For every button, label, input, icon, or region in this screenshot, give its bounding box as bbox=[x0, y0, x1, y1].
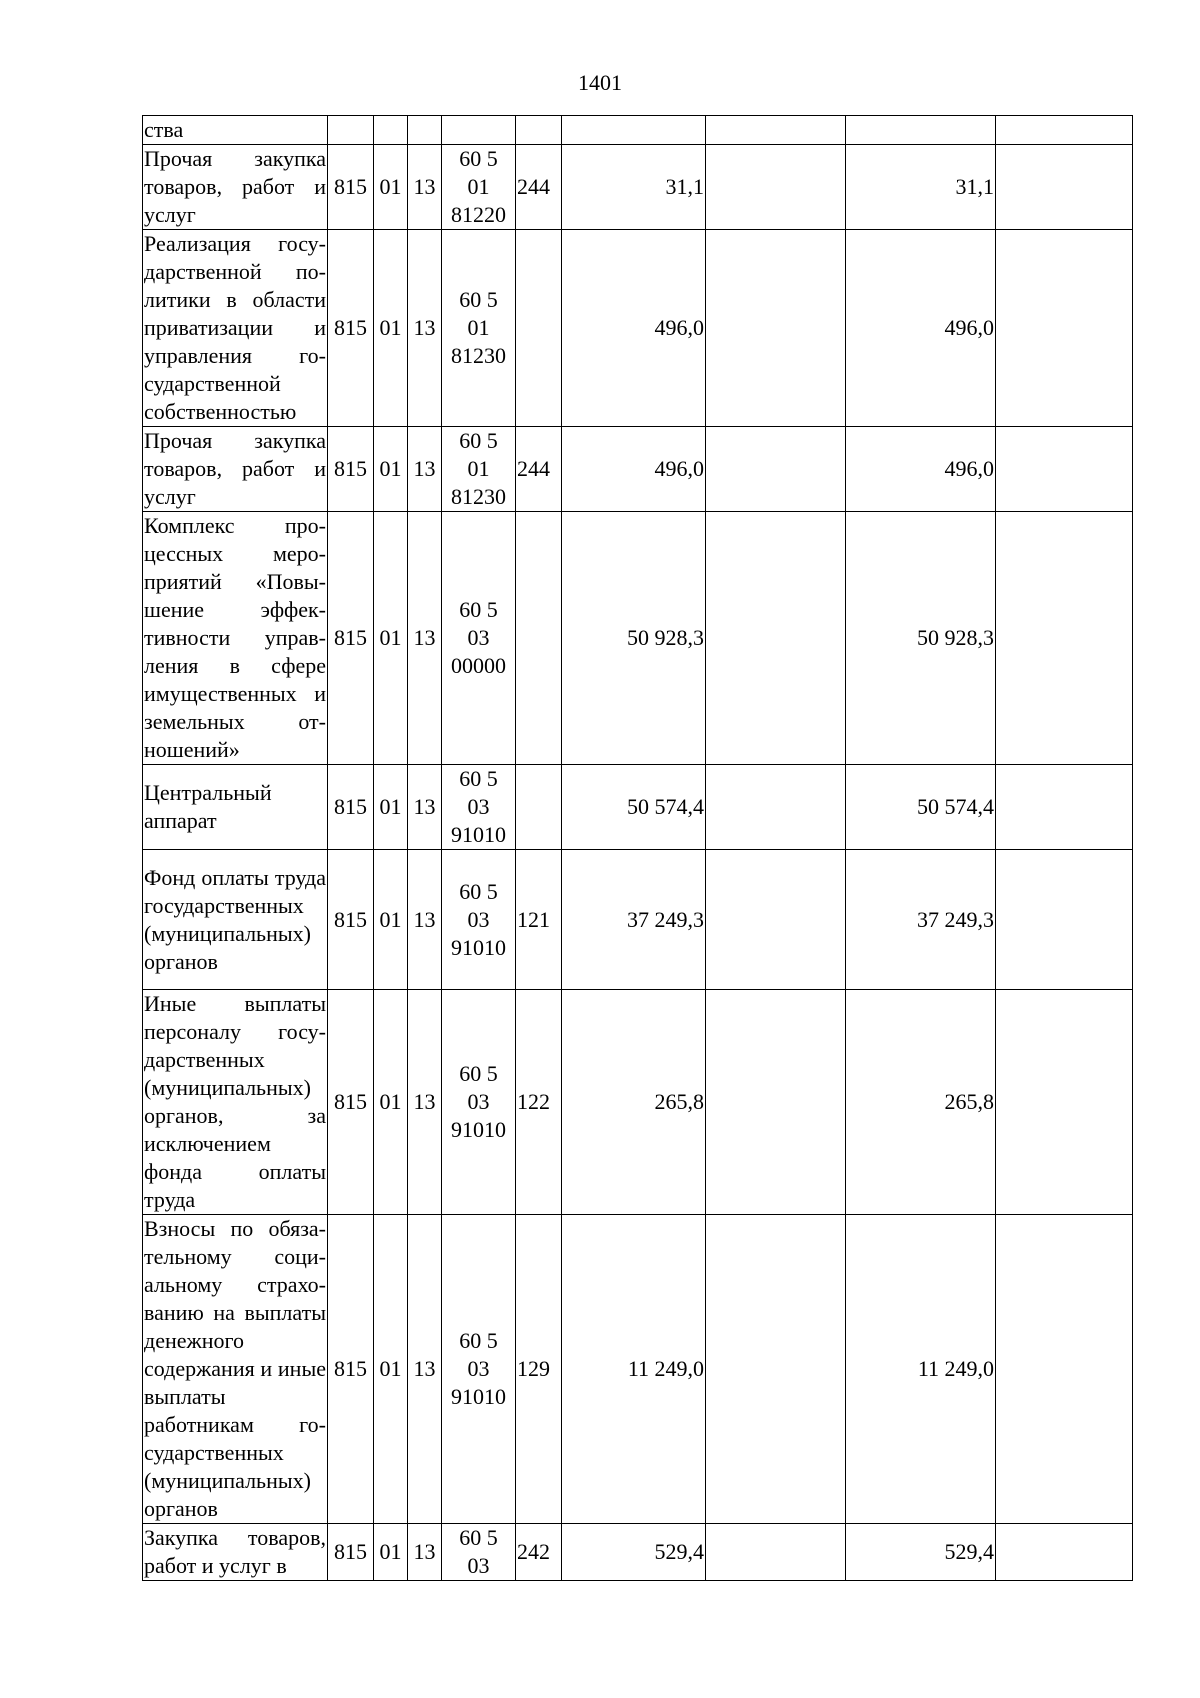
sum-3: 31,1 bbox=[846, 145, 996, 230]
sum-1: 496,0 bbox=[562, 427, 706, 512]
target-part: 03 bbox=[467, 1356, 490, 1381]
subsection-code: 13 bbox=[408, 765, 442, 850]
target-article bbox=[442, 512, 516, 765]
table-row bbox=[143, 990, 1133, 1215]
sum-3: 529,4 bbox=[846, 1524, 996, 1581]
target-part: 81230 bbox=[451, 343, 506, 368]
expense-type bbox=[516, 230, 562, 427]
table-row bbox=[143, 850, 1133, 990]
admin-code: 815 bbox=[328, 850, 374, 990]
subsection-code: 13 bbox=[408, 1215, 442, 1524]
sum-3: 37 249,3 bbox=[846, 850, 996, 990]
sum-1: 31,1 bbox=[562, 145, 706, 230]
target-part: 60 5 bbox=[459, 1328, 498, 1353]
target-part: 91010 bbox=[451, 934, 506, 960]
sum-4 bbox=[996, 1524, 1133, 1581]
sum-1: 50 928,3 bbox=[562, 512, 706, 765]
target-part: 91010 bbox=[451, 1117, 506, 1142]
target-part: 00000 bbox=[451, 653, 506, 678]
subsection-code: 13 bbox=[408, 512, 442, 765]
admin-code: 815 bbox=[328, 990, 374, 1215]
expense-type bbox=[516, 512, 562, 765]
admin-code: 815 bbox=[328, 230, 374, 427]
target-part: 91010 bbox=[451, 822, 506, 847]
sum-2 bbox=[706, 1215, 846, 1524]
table-row bbox=[143, 230, 1133, 427]
sum-2 bbox=[706, 990, 846, 1215]
section-code: 01 bbox=[374, 145, 408, 230]
sum-2 bbox=[706, 512, 846, 765]
expense-type: 242 bbox=[516, 1524, 562, 1581]
subsection-code: 13 bbox=[408, 145, 442, 230]
subsection-code bbox=[408, 116, 442, 145]
expense-type: 244 bbox=[516, 145, 562, 230]
sum-1: 496,0 bbox=[562, 230, 706, 427]
sum-1: 37 249,3 bbox=[562, 850, 706, 990]
admin-code: 815 bbox=[328, 1215, 374, 1524]
admin-code bbox=[328, 116, 374, 145]
row-name: Иные выплаты персоналу государственных (муниципальных) органов, за исключением фонда оплаты труда bbox=[143, 990, 328, 1215]
sum-3 bbox=[846, 116, 996, 145]
row-name: Взносы по обязательному социальному страхованию на выплаты денежного содержания и иные выплаты работникам государственных (муниципальных) органов bbox=[143, 1215, 328, 1524]
target-part: 60 5 bbox=[459, 878, 498, 904]
target-part: 03 bbox=[467, 906, 490, 932]
sum-4 bbox=[996, 990, 1133, 1215]
target-part: 60 5 bbox=[459, 1525, 498, 1550]
target-article bbox=[442, 145, 516, 230]
subsection-code: 13 bbox=[408, 1524, 442, 1581]
sum-4 bbox=[996, 512, 1133, 765]
target-part: 03 bbox=[467, 1553, 490, 1578]
sum-2 bbox=[706, 145, 846, 230]
subsection-code: 13 bbox=[408, 850, 442, 990]
expense-type: 129 bbox=[516, 1215, 562, 1524]
target-part: 81220 bbox=[451, 202, 506, 227]
table-body bbox=[143, 116, 1133, 1581]
table-row bbox=[143, 1524, 1133, 1581]
section-code: 01 bbox=[374, 230, 408, 427]
target-article bbox=[442, 990, 516, 1215]
sum-4 bbox=[996, 427, 1133, 512]
budget-table bbox=[142, 115, 1133, 1581]
subsection-code: 13 bbox=[408, 990, 442, 1215]
sum-3: 496,0 bbox=[846, 427, 996, 512]
sum-1: 11 249,0 bbox=[562, 1215, 706, 1524]
target-part: 60 5 bbox=[459, 287, 498, 312]
target-part: 60 5 bbox=[459, 597, 498, 622]
sum-4 bbox=[996, 145, 1133, 230]
subsection-code: 13 bbox=[408, 230, 442, 427]
target-part: 60 5 bbox=[459, 428, 498, 453]
row-name: Фонд оплаты труда государственных (муниципальных) органов bbox=[143, 850, 328, 990]
target-part: 03 bbox=[467, 794, 490, 819]
table-row bbox=[143, 512, 1133, 765]
expense-type: 244 bbox=[516, 427, 562, 512]
target-article bbox=[442, 850, 516, 990]
target-part: 60 5 bbox=[459, 766, 498, 791]
row-name: Центральный аппарат bbox=[143, 765, 328, 850]
target-article bbox=[442, 1524, 516, 1581]
target-part: 01 bbox=[467, 174, 490, 199]
table-row bbox=[143, 427, 1133, 512]
sum-3: 50 928,3 bbox=[846, 512, 996, 765]
row-name: Закупка товаров, работ и услуг в bbox=[143, 1524, 328, 1581]
admin-code: 815 bbox=[328, 145, 374, 230]
target-part: 60 5 bbox=[459, 1061, 498, 1086]
subsection-code: 13 bbox=[408, 427, 442, 512]
expense-type bbox=[516, 765, 562, 850]
section-code: 01 bbox=[374, 1524, 408, 1581]
section-code: 01 bbox=[374, 990, 408, 1215]
target-part: 60 5 bbox=[459, 146, 498, 171]
target-article bbox=[442, 230, 516, 427]
target-part: 01 bbox=[467, 456, 490, 481]
row-name: Прочая закупка товаров, работ и услуг bbox=[143, 145, 328, 230]
sum-4 bbox=[996, 1215, 1133, 1524]
sum-3: 496,0 bbox=[846, 230, 996, 427]
admin-code: 815 bbox=[328, 1524, 374, 1581]
table-row bbox=[143, 116, 1133, 145]
sum-3: 265,8 bbox=[846, 990, 996, 1215]
table-row bbox=[143, 765, 1133, 850]
page-number: 1401 bbox=[578, 70, 622, 95]
sum-4 bbox=[996, 116, 1133, 145]
target-part: 03 bbox=[467, 1089, 490, 1114]
target-part: 81230 bbox=[451, 484, 506, 509]
expense-type: 122 bbox=[516, 990, 562, 1215]
sum-1 bbox=[562, 116, 706, 145]
sum-1: 265,8 bbox=[562, 990, 706, 1215]
target-part: 91010 bbox=[451, 1384, 506, 1409]
table-row bbox=[143, 145, 1133, 230]
sum-2 bbox=[706, 1524, 846, 1581]
row-name: Реализация государственной политики в области приватизации и управления государственной собственностью bbox=[143, 230, 328, 427]
target-article bbox=[442, 765, 516, 850]
section-code: 01 bbox=[374, 850, 408, 990]
target-article bbox=[442, 427, 516, 512]
sum-3: 50 574,4 bbox=[846, 765, 996, 850]
target-part: 03 bbox=[467, 625, 490, 650]
section-code: 01 bbox=[374, 1215, 408, 1524]
sum-1: 50 574,4 bbox=[562, 765, 706, 850]
sum-2 bbox=[706, 427, 846, 512]
admin-code: 815 bbox=[328, 512, 374, 765]
sum-2 bbox=[706, 850, 846, 990]
sum-2 bbox=[706, 116, 846, 145]
row-name: Комплекс процессных мероприятий «Повышение эффективности управления в сфере имущественных и земельных отношений» bbox=[143, 512, 328, 765]
sum-1: 529,4 bbox=[562, 1524, 706, 1581]
section-code: 01 bbox=[374, 512, 408, 765]
sum-4 bbox=[996, 230, 1133, 427]
row-name: ства bbox=[143, 116, 328, 145]
sum-2 bbox=[706, 230, 846, 427]
sum-4 bbox=[996, 765, 1133, 850]
sum-3: 11 249,0 bbox=[846, 1215, 996, 1524]
admin-code: 815 bbox=[328, 765, 374, 850]
section-code bbox=[374, 116, 408, 145]
target-part: 01 bbox=[467, 315, 490, 340]
section-code: 01 bbox=[374, 427, 408, 512]
section-code: 01 bbox=[374, 765, 408, 850]
expense-type: 121 bbox=[516, 850, 562, 990]
sum-2 bbox=[706, 765, 846, 850]
target-article bbox=[442, 1215, 516, 1524]
admin-code: 815 bbox=[328, 427, 374, 512]
target-article bbox=[442, 116, 516, 145]
table-row bbox=[143, 1215, 1133, 1524]
sum-4 bbox=[996, 850, 1133, 990]
expense-type bbox=[516, 116, 562, 145]
row-name: Прочая закупка товаров, работ и услуг bbox=[143, 427, 328, 512]
